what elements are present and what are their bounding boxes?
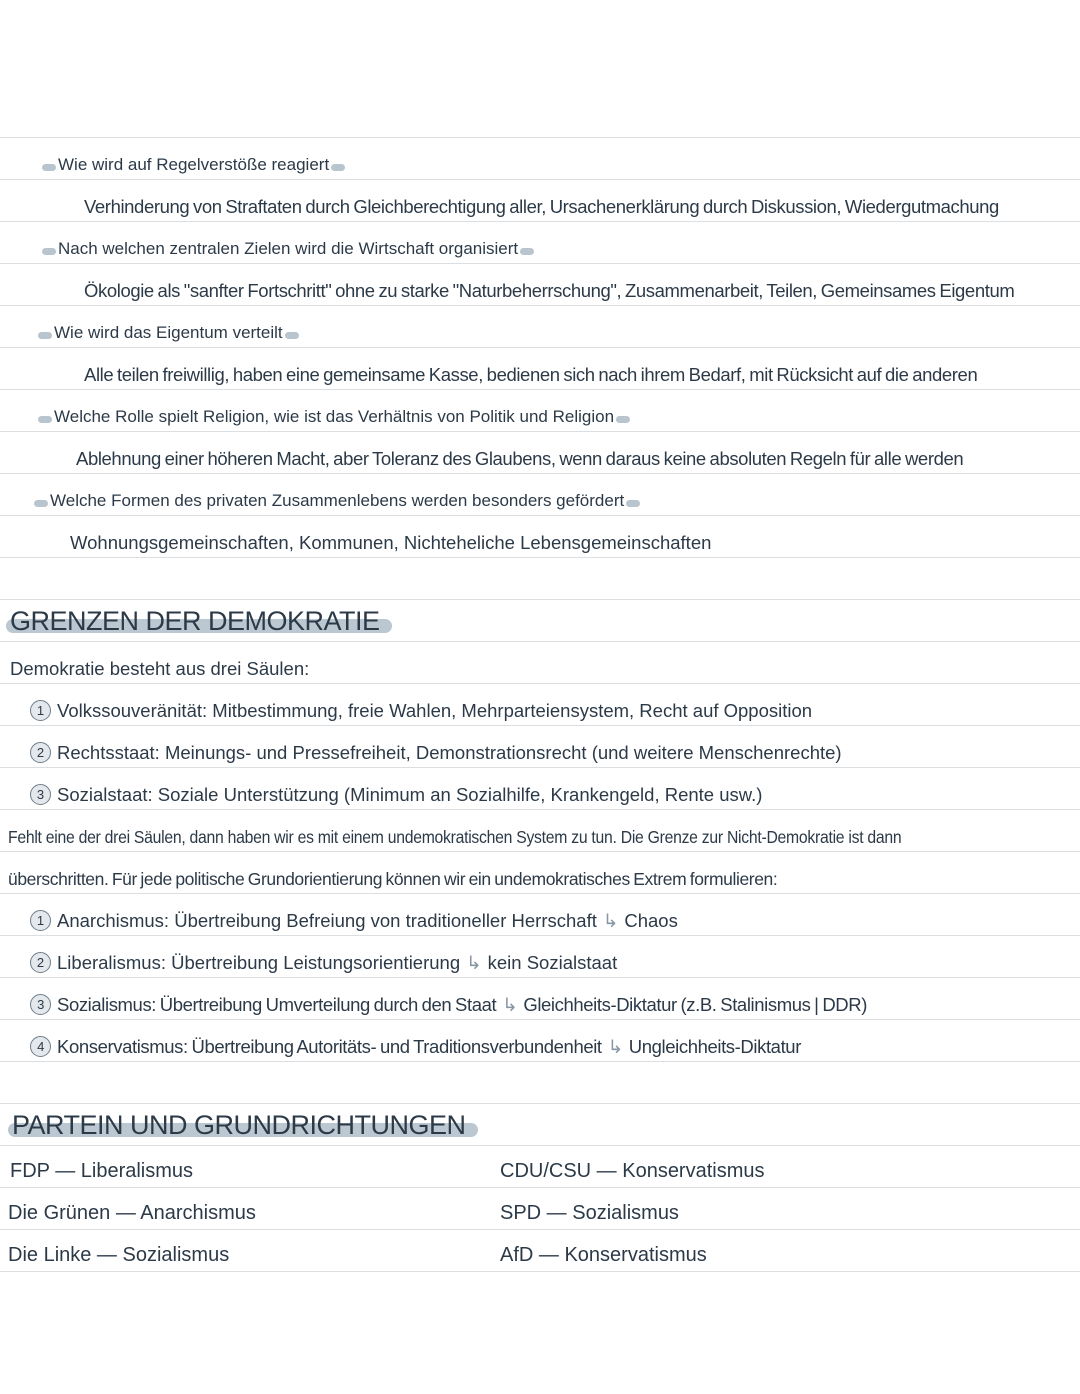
number-badge: 2 bbox=[30, 952, 51, 973]
section-heading-parteien bbox=[12, 1103, 466, 1145]
answer-2: Ökologie als "sanfter Fortschritt" ohne zu starke "Naturbeherrschung", Zusammenarbeit, Teilen, Gemeinsames Eigentum bbox=[84, 279, 1015, 301]
extreme-4 bbox=[30, 1019, 801, 1061]
party-right-1: CDU/CSU — Konservatismus bbox=[500, 1160, 765, 1182]
highlight-mark bbox=[42, 164, 56, 171]
extreme-3 bbox=[30, 977, 867, 1019]
question-text: Nach welchen zentralen Zielen wird die Wirtschaft organisiert bbox=[58, 239, 519, 259]
extreme-text: Liberalismus: Übertreibung Leistungsorientierung bbox=[57, 951, 461, 973]
grenzen-paragraph-2: überschritten. Für jede politische Grundorientierung können wir ein undemokratisches Extrem formulieren: bbox=[8, 868, 778, 889]
question-text: Welche Formen des privaten Zusammenlebens werden besonders gefördert bbox=[50, 491, 625, 511]
number-badge: 3 bbox=[30, 994, 51, 1015]
highlight-mark bbox=[38, 416, 52, 423]
number-badge: 1 bbox=[30, 910, 51, 931]
question-text: Wie wird das Eigentum verteilt bbox=[54, 323, 283, 343]
question-text: Wie wird auf Regelverstöße reagiert bbox=[58, 155, 330, 175]
extreme-text: Anarchismus: Übertreibung Befreiung von traditioneller Herrschaft bbox=[57, 909, 597, 931]
party-left-2: Die Grünen — Anarchismus bbox=[8, 1202, 256, 1224]
highlight-mark bbox=[42, 248, 56, 255]
extreme-result: Ungleichheits-Diktatur bbox=[628, 1035, 801, 1057]
arrow-icon: ↳ bbox=[602, 909, 619, 931]
question-text: Welche Rolle spielt Religion, wie ist das Verhältnis von Politik und Religion bbox=[54, 407, 615, 427]
answer-3: Alle teilen freiwillig, haben eine gemeinsame Kasse, bedienen sich nach ihrem Bedarf, mit Rücksicht auf die anderen bbox=[84, 363, 978, 385]
section-heading-grenzen bbox=[10, 599, 380, 641]
grenzen-paragraph-1: Fehlt eine der drei Säulen, dann haben wir es mit einem undemokratischen System zu tun. Die Grenze zur Nicht-Demokratie ist dann bbox=[8, 826, 902, 847]
pillar-text: Volkssouveränität: Mitbestimmung, freie Wahlen, Mehrparteiensystem, Recht auf Opposition bbox=[57, 699, 813, 721]
answer-4: Ablehnung einer höheren Macht, aber Toleranz des Glaubens, wenn daraus keine absoluten Regeln für alle werden bbox=[76, 447, 964, 469]
highlight-mark bbox=[626, 500, 640, 507]
highlight-mark bbox=[285, 332, 299, 339]
party-right-2: SPD — Sozialismus bbox=[500, 1202, 679, 1224]
question-5 bbox=[34, 473, 640, 515]
heading-text: PARTEIN UND GRUNDRICHTUNGEN bbox=[12, 1109, 466, 1140]
number-badge: 4 bbox=[30, 1036, 51, 1057]
pillar-text: Sozialstaat: Soziale Unterstützung (Minimum an Sozialhilfe, Krankengeld, Rente usw.) bbox=[57, 783, 763, 805]
pillar-text: Rechtsstaat: Meinungs- und Pressefreiheit, Demonstrationsrecht (und weitere Menschenrechte) bbox=[57, 741, 842, 763]
party-left-3: Die Linke — Sozialismus bbox=[8, 1244, 230, 1266]
ruled-line bbox=[0, 557, 1080, 558]
number-badge: 3 bbox=[30, 784, 51, 805]
answer-1: Verhinderung von Straftaten durch Gleichberechtigung aller, Ursachenerklärung durch Diskussion, Wiedergutmachung bbox=[84, 195, 999, 217]
highlight-mark bbox=[331, 164, 345, 171]
party-right-3: AfD — Konservatismus bbox=[500, 1244, 707, 1266]
arrow-icon: ↳ bbox=[607, 1035, 623, 1057]
question-3 bbox=[38, 305, 299, 347]
extreme-result: kein Sozialstaat bbox=[487, 951, 618, 973]
answer-5: Wohnungsgemeinschaften, Kommunen, Nichteheliche Lebensgemeinschaften bbox=[70, 531, 712, 553]
ruled-line bbox=[0, 1271, 1080, 1272]
arrow-icon: ↳ bbox=[466, 951, 482, 973]
extreme-2 bbox=[30, 935, 617, 977]
highlight-mark bbox=[520, 248, 534, 255]
highlight-mark bbox=[38, 332, 52, 339]
extreme-text: Sozialismus: Übertreibung Umverteilung durch den Staat bbox=[57, 993, 497, 1015]
extreme-result: Chaos bbox=[624, 909, 678, 931]
extreme-result: Gleichheits-Diktatur (z.B. Stalinismus | DDR) bbox=[523, 993, 867, 1015]
question-4 bbox=[38, 389, 630, 431]
heading-text: GRENZEN DER DEMOKRATIE bbox=[10, 605, 380, 636]
party-left-1: FDP — Liberalismus bbox=[10, 1160, 194, 1182]
highlight-mark bbox=[34, 500, 48, 507]
ruled-line bbox=[0, 1061, 1080, 1062]
extreme-text: Konservatismus: Übertreibung Autoritäts- und Traditionsverbundenheit bbox=[57, 1035, 602, 1057]
pillar-2 bbox=[30, 725, 842, 767]
pillar-1 bbox=[30, 683, 812, 725]
highlight-mark bbox=[616, 416, 630, 423]
number-badge: 2 bbox=[30, 742, 51, 763]
arrow-icon: ↳ bbox=[502, 993, 518, 1015]
extreme-1 bbox=[30, 893, 678, 935]
question-2 bbox=[42, 221, 534, 263]
number-badge: 1 bbox=[30, 700, 51, 721]
pillar-3 bbox=[30, 767, 762, 809]
grenzen-intro: Demokratie besteht aus drei Säulen: bbox=[10, 657, 310, 679]
question-1 bbox=[42, 137, 345, 179]
